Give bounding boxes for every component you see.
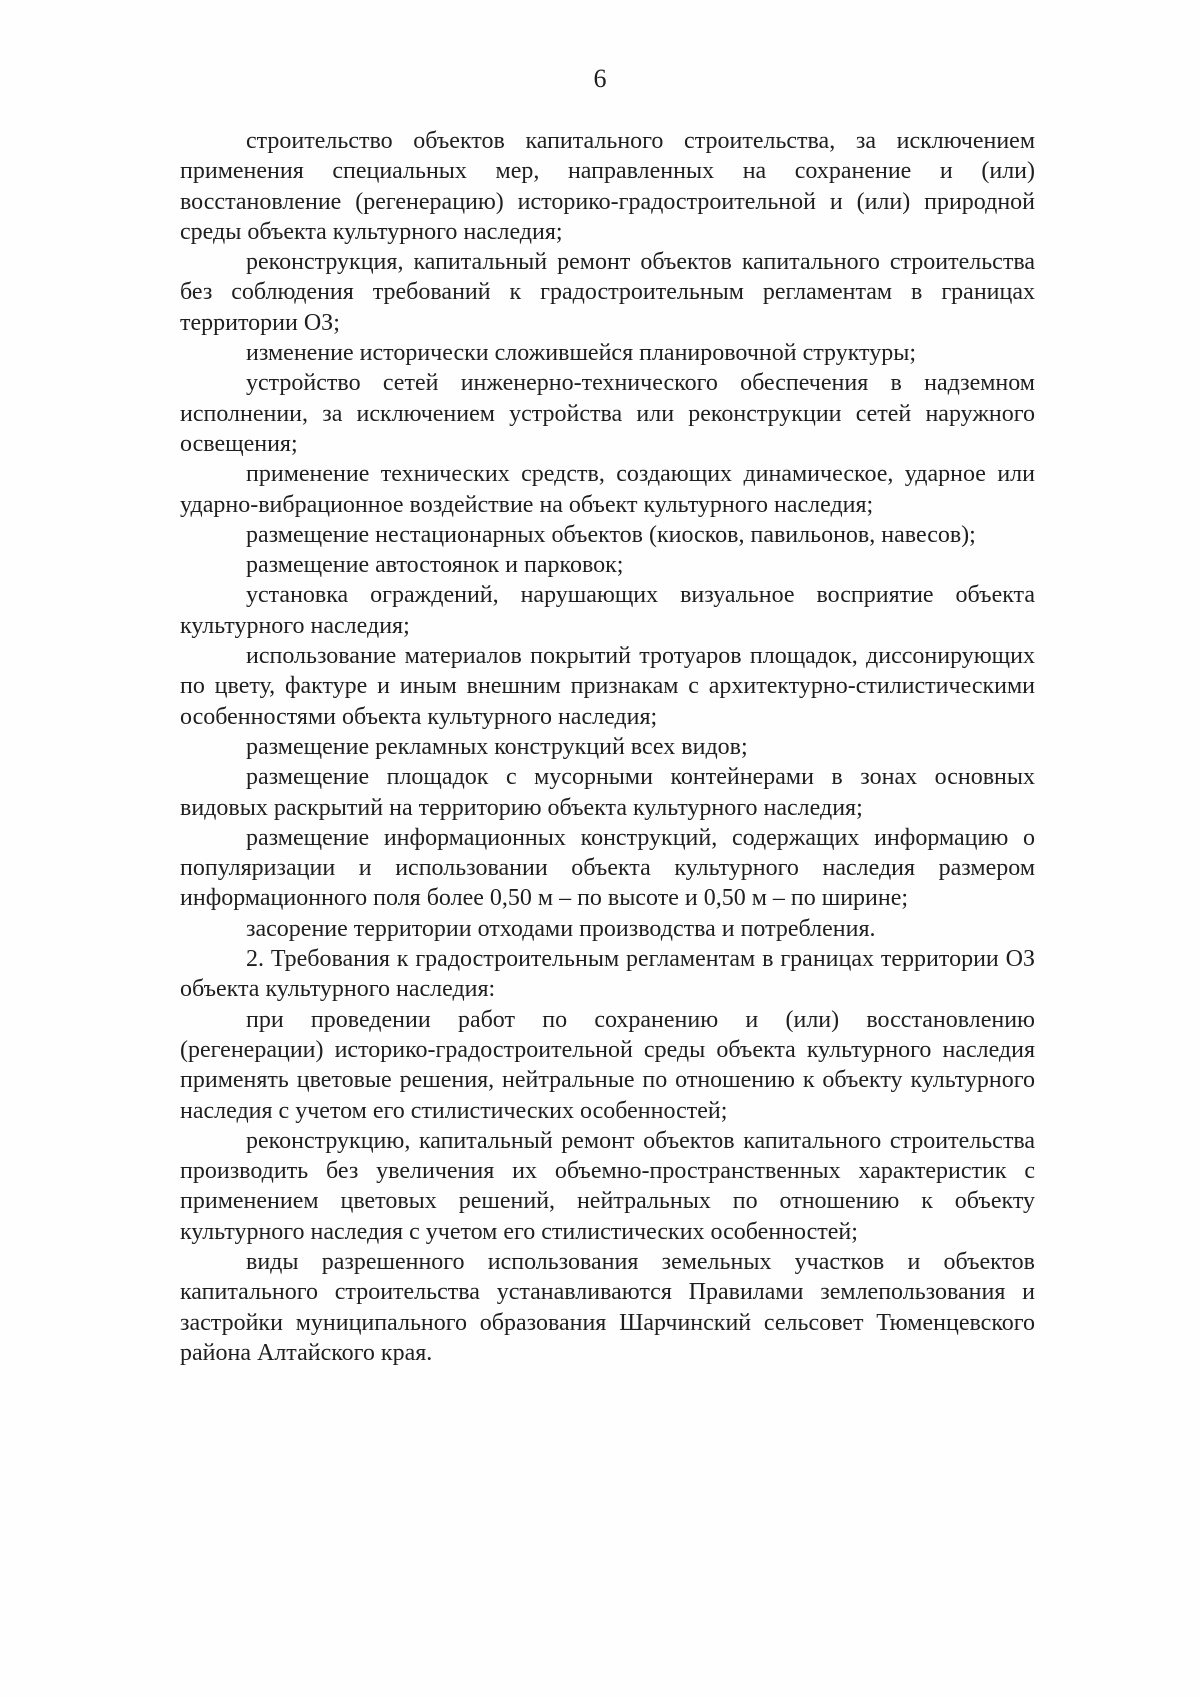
section-heading-paragraph: 2. Требования к градостроительным регламентам в границах территории ОЗ объекта культурного наследия: — [180, 946, 1035, 1003]
paragraph: размещение нестационарных объектов (киосков, павильонов, навесов); — [246, 521, 976, 548]
paragraph: засорение территории отходами производства и потребления. — [246, 915, 876, 942]
paragraph: размещение информационных конструкций, содержащих информацию о популяризации и использовании объекта культурного наследия размером информационного поля более 0,50 м – по высоте и 0,50 м – по ширине; — [180, 824, 1035, 912]
paragraph: устройство сетей инженерно-технического обеспечения в надземном исполнении, за исключением устройства или реконструкции сетей наружного освещения; — [180, 370, 1035, 457]
page-number: 6 — [593, 64, 607, 93]
paragraph: установка ограждений, нарушающих визуальное восприятие объекта культурного наследия; — [180, 582, 1035, 639]
paragraph: реконструкцию, капитальный ремонт объектов капитального строительства производить без увеличения их объемно-пространственных характеристик с применением цветовых решений, нейтральных по отношению к объекту культурного наследия с учетом его стилистических особенностей; — [180, 1127, 1035, 1245]
paragraph: размещение автостоянок и парковок; — [246, 552, 624, 579]
paragraph: размещение площадок с мусорными контейнерами в зонах основных видовых раскрытий на территорию объекта культурного наследия; — [180, 764, 1035, 821]
paragraph: строительство объектов капитального строительства, за исключением применения специальных мер, направленных на сохранение и (или) восстановление (регенерацию) историко-градостроительной и (или) природной среды объекта культурного наследия; — [180, 128, 1035, 245]
paragraph: виды разрешенного использования земельных участков и объектов капитального строительства устанавливаются Правилами землепользования и застройки муниципального образования Шарчинский сельсовет Тюменцевского района Алтайского края. — [180, 1248, 1035, 1366]
paragraph: реконструкция, капитальный ремонт объектов капитального строительства без соблюдения требований к градостроительным регламентам в границах территории ОЗ; — [180, 249, 1035, 336]
document-body — [180, 126, 1035, 1368]
paragraph: изменение исторически сложившейся планировочной структуры; — [246, 340, 916, 367]
paragraph: применение технических средств, создающих динамическое, ударное или ударно-вибрационное воздействие на объект культурного наследия; — [180, 461, 1035, 518]
paragraph: размещение рекламных конструкций всех видов; — [246, 733, 748, 760]
paragraph: использование материалов покрытий тротуаров площадок, диссонирующих по цвету, фактуре и иным внешним признакам с архитектурно-стилистическими особенностями объекта культурного наследия; — [180, 643, 1035, 730]
paragraph: при проведении работ по сохранению и (или) восстановлению (регенерации) историко-градостроительной среды объекта культурного наследия применять цветовые решения, нейтральные по отношению к объекту культурного наследия с учетом его стилистических особенностей; — [180, 1006, 1035, 1124]
